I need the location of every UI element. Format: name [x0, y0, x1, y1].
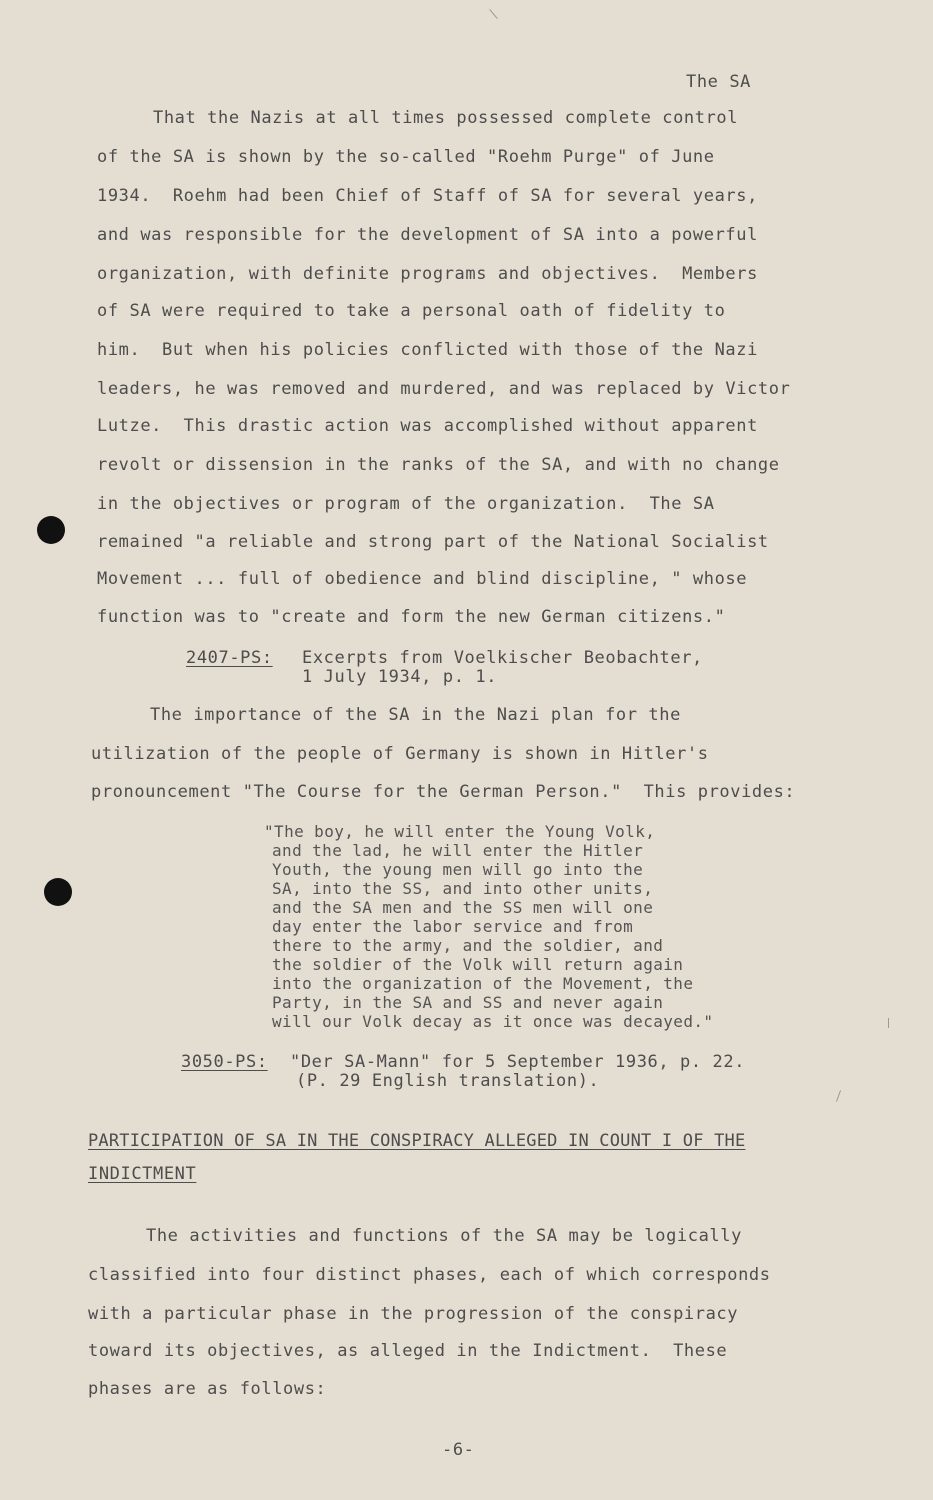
paragraph-line: The activities and functions of the SA may be logically [146, 1226, 742, 1246]
document-reference: 3050-PS: [181, 1052, 268, 1072]
citation-line: 1 July 1934, p. 1. [302, 667, 498, 687]
paper-mark [836, 1090, 841, 1102]
paragraph-line: leaders, he was removed and murdered, and was replaced by Victor [97, 379, 791, 399]
citation-line: "Der SA-Mann" for 5 September 1936, p. 22. [290, 1052, 746, 1072]
paper-mark [489, 9, 497, 19]
paragraph-line: 1934. Roehm had been Chief of Staff of SA for several years, [97, 186, 758, 206]
page-number: -6- [442, 1440, 475, 1460]
paragraph-line: toward its objectives, as alleged in the Indictment. These [88, 1341, 728, 1361]
paragraph-line: classified into four distinct phases, each of which corresponds [88, 1265, 771, 1285]
paragraph-line: him. But when his policies conflicted with those of the Nazi [97, 340, 758, 360]
paragraph-line: with a particular phase in the progression of the conspiracy [88, 1304, 739, 1324]
paragraph-line: pronouncement "The Course for the German Person." This provides: [91, 782, 796, 802]
paper-mark [888, 1018, 889, 1028]
citation-line: (P. 29 English translation). [296, 1071, 600, 1091]
paragraph-line: organization, with definite programs and objectives. Members [97, 264, 758, 284]
quote-line: Party, in the SA and SS and never again [272, 993, 664, 1012]
paragraph-line: That the Nazis at all times possessed complete control [153, 108, 739, 128]
paragraph-line: The importance of the SA in the Nazi plan for the [150, 705, 681, 725]
paragraph-line: revolt or dissension in the ranks of the SA, and with no change [97, 455, 780, 475]
paragraph-line: Movement ... full of obedience and blind discipline, " whose [97, 569, 748, 589]
quote-line: Youth, the young men will go into the [272, 860, 644, 879]
punch-hole [37, 516, 65, 544]
quote-line: and the lad, he will enter the Hitler [272, 841, 644, 860]
paragraph-line: Lutze. This drastic action was accomplished without apparent [97, 416, 758, 436]
quote-line: SA, into the SS, and into other units, [272, 879, 654, 898]
paragraph-line: phases are as follows: [88, 1379, 327, 1399]
paragraph-line: of SA were required to take a personal oath of fidelity to [97, 301, 726, 321]
quote-line: day enter the labor service and from [272, 917, 634, 936]
paragraph-line: utilization of the people of Germany is shown in Hitler's [91, 744, 709, 764]
document-reference: 2407-PS: [186, 648, 273, 668]
page-header: The SA [686, 72, 752, 92]
quote-line: there to the army, and the soldier, and [272, 936, 664, 955]
punch-hole [44, 878, 72, 906]
paragraph-line: in the objectives or program of the organization. The SA [97, 494, 715, 514]
citation-line: Excerpts from Voelkischer Beobachter, [302, 648, 703, 668]
section-heading: INDICTMENT [88, 1164, 197, 1184]
quote-line: and the SA men and the SS men will one [272, 898, 654, 917]
quote-line: into the organization of the Movement, the [272, 974, 694, 993]
quote-line: "The boy, he will enter the Young Volk, [264, 822, 656, 841]
quote-line: the soldier of the Volk will return again [272, 955, 684, 974]
paragraph-line: and was responsible for the development of SA into a powerful [97, 225, 758, 245]
quote-line: will our Volk decay as it once was decayed." [272, 1012, 714, 1031]
paragraph-line: function was to "create and form the new German citizens." [97, 607, 726, 627]
paragraph-line: of the SA is shown by the so-called "Roehm Purge" of June [97, 147, 715, 167]
paragraph-line: remained "a reliable and strong part of the National Socialist [97, 532, 769, 552]
section-heading: PARTICIPATION OF SA IN THE CONSPIRACY ALLEGED IN COUNT I OF THE [88, 1131, 746, 1151]
